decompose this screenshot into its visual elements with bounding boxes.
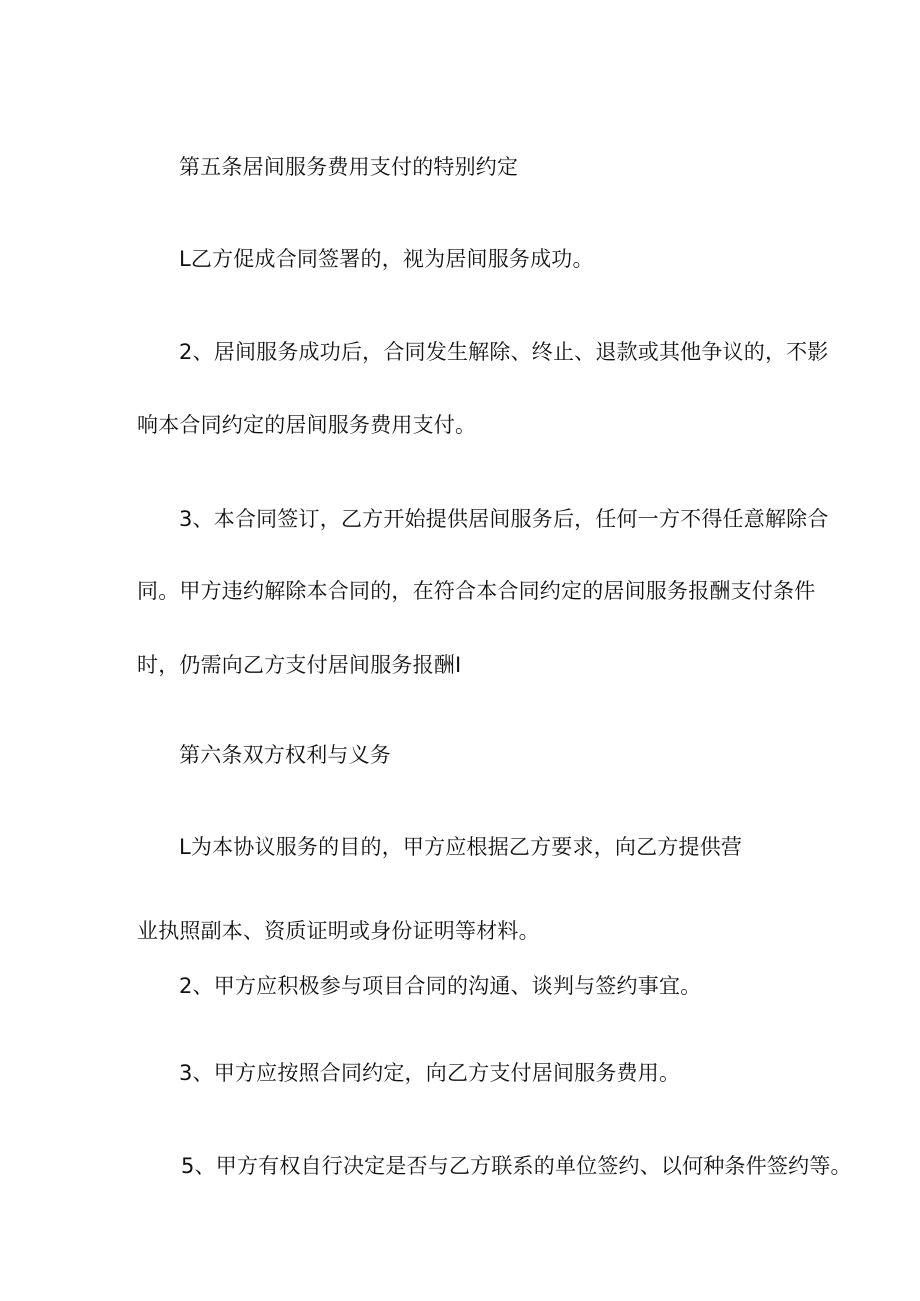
paragraph-line: L乙方促成合同签署的，视为居间服务成功。: [179, 247, 594, 271]
paragraph-line: 5、甲方有权自行决定是否与乙方联系的单位签约、以何种条件签约等。: [181, 1154, 852, 1178]
paragraph-line: 同。甲方违约解除本合同的，在符合本合同约定的居间服务报酬支付条件: [137, 579, 816, 603]
paragraph-line: 2、居间服务成功后，合同发生解除、终止、退款或其他争议的，不影: [179, 340, 829, 364]
section-heading-5: 第五条居间服务费用支付的特别约定: [179, 155, 519, 179]
paragraph-line: 2、甲方应积极参与项目合同的沟通、谈判与签约事宜。: [179, 974, 702, 998]
paragraph-line: 3、甲方应按照合同约定，向乙方支付居间服务费用。: [179, 1061, 681, 1085]
section-heading-6: 第六条双方权利与义务: [179, 743, 391, 767]
paragraph-line: 时，仍需向乙方支付居间服务报酬I: [137, 653, 462, 677]
paragraph-line: L为本协议服务的目的，甲方应根据乙方要求，向乙方提供营: [179, 835, 743, 859]
paragraph-line: 3、本合同签订，乙方开始提供居间服务后，任何一方不得任意解除合: [179, 507, 829, 531]
paragraph-line: 业执照副本、资质证明或身份证明等材料。: [137, 919, 540, 943]
paragraph-line: 响本合同约定的居间服务费用支付。: [137, 413, 477, 437]
